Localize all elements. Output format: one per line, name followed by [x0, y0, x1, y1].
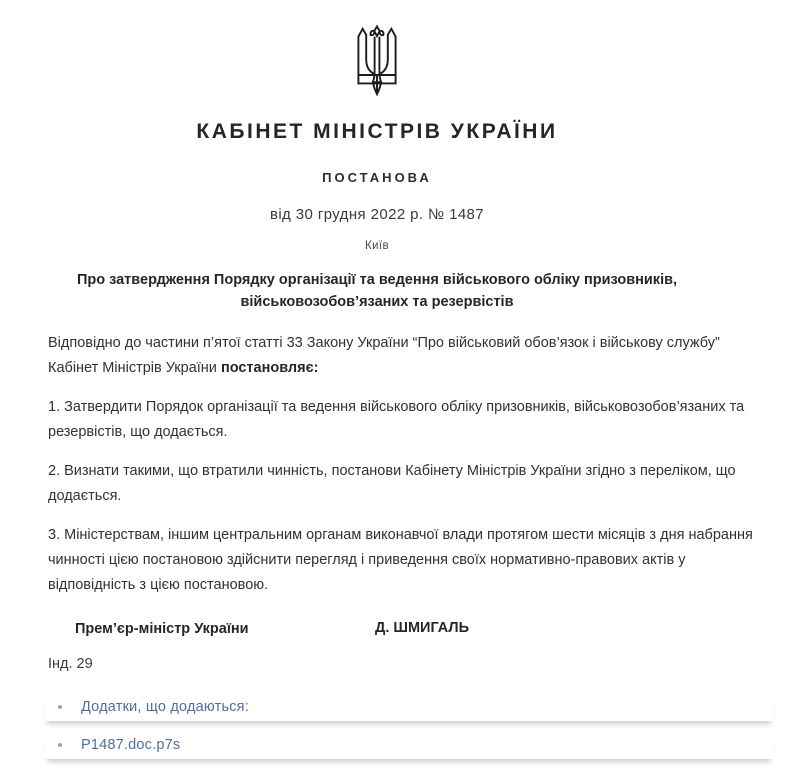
- attachments-header-link[interactable]: Додатки, що додаються:: [81, 698, 249, 715]
- intro-paragraph-bold: постановляє:: [220, 360, 319, 376]
- document-body: [0, 331, 800, 598]
- body-item-3: 3. Міністерствам, іншим центральним органам виконавчої влади протягом шести місяців з дня набрання чинності цією постановою здійснити перегляд і приведення своїх нормативно-правових актів у відповідність з цією постановою.: [48, 527, 753, 593]
- org-name: КАБІНЕТ МІНІСТРІВ УКРАЇНИ: [196, 120, 558, 143]
- attachment-row-header[interactable]: [44, 692, 774, 721]
- bullet-icon: [58, 705, 62, 709]
- document-date-number: від 30 грудня 2022 р. № 1487: [269, 206, 485, 223]
- intro-paragraph: [48, 331, 756, 381]
- document-title-line1: Про затвердження Порядку організації та ведення військового обліку призовників,: [76, 272, 678, 288]
- signature-row: [0, 620, 800, 640]
- document-title: [0, 269, 754, 313]
- body-item-1: 1. Затвердити Порядок організації та ведення військового обліку призовників, військовозобов’язаних та резервістів, що додається.: [48, 399, 745, 440]
- intro-paragraph-text: Відповідно до частини п’ятої статті 33 Закону України “Про військовий обов’язок і військову службу” Кабінет Міністрів України: [48, 335, 720, 376]
- attachment-row-file[interactable]: [44, 730, 774, 759]
- document-title-line2: військовозобов’язаних та резервістів: [240, 294, 514, 310]
- body-item-2: 2. Визнати такими, що втратили чинність, постанови Кабінету Міністрів України згідно з переліком, що додається.: [48, 463, 736, 504]
- document-header: [0, 0, 754, 313]
- index-note: Інд. 29: [48, 656, 93, 672]
- signer-position: Прем’єр-міністр України: [75, 621, 249, 637]
- bullet-icon: [58, 743, 62, 747]
- attachment-file-link[interactable]: P1487.doc.p7s: [81, 736, 181, 753]
- ukraine-trident-emblem-icon: [350, 24, 404, 102]
- document-city: Київ: [364, 240, 390, 252]
- signer-name: Д. ШМИГАЛЬ: [375, 620, 470, 636]
- attachments-list: [0, 692, 800, 759]
- document-type-heading: ПОСТАНОВА: [322, 170, 432, 185]
